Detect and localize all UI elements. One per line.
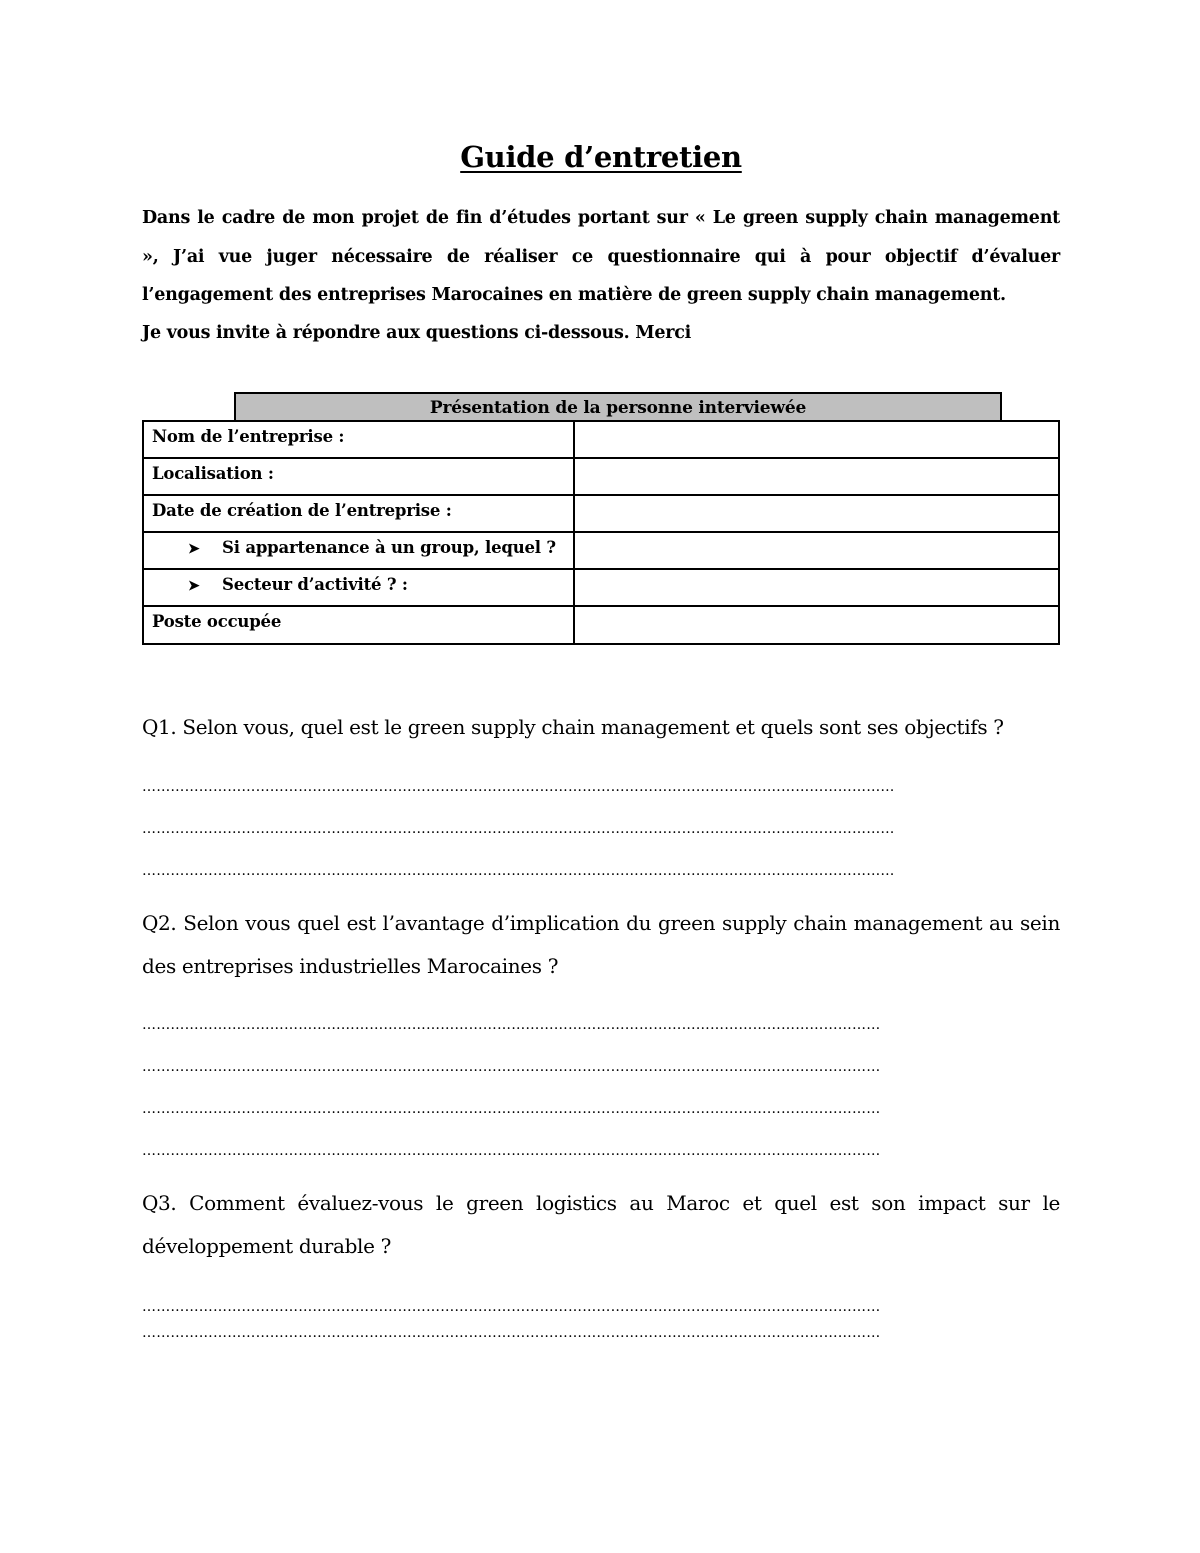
intro-text: Dans le cadre de mon projet de fin d’études portant sur « Le green supply chain management », J’ai vue juger nécessaire de réaliser ce questionnaire qui à pour objectif d’évaluer l’engagement des entreprises Marocaines en matière de green supply chain management. — [142, 208, 1060, 305]
answer-line[interactable]: ………………………………………………………………………………………………………………………………………… — [142, 1143, 881, 1159]
row-label-position: Poste occupée — [143, 606, 574, 644]
row-label-company-name: Nom de l’entreprise : — [143, 421, 574, 458]
row-label-sector-text: Secteur d’activité ? : — [222, 575, 408, 594]
question-q2-text: Q2. Selon vous quel est l’avantage d’implication du green supply chain management au sein des entreprises industrielles Marocaines ? — [142, 911, 1060, 978]
row-value-location[interactable] — [574, 458, 1059, 495]
question-q3 — [142, 1182, 1060, 1268]
row-label-group-text: Si appartenance à un group, lequel ? — [222, 538, 556, 557]
row-value-creation-date[interactable] — [574, 495, 1059, 532]
table-header: Présentation de la personne interviewée — [234, 392, 1002, 420]
intro-paragraph — [142, 199, 1060, 315]
answer-line[interactable]: ………………………………………………………………………………………………………………………………………… — [142, 1325, 881, 1341]
row-label-group — [143, 532, 574, 569]
answer-lines-q1[interactable] — [142, 766, 1060, 892]
answer-line[interactable]: ………………………………………………………………………………………………………………………………………… — [142, 1101, 881, 1117]
answer-line[interactable]: ………………………………………………………………………………………………………………………………………… — [142, 1059, 881, 1075]
row-value-sector[interactable] — [574, 569, 1059, 606]
document-title: Guide d’entretien — [460, 140, 742, 174]
interviewee-table — [142, 420, 1060, 645]
invite-text: Je vous invite à répondre aux questions ci-dessous. Merci — [142, 323, 692, 343]
arrowhead-bullet-icon: ➤ — [188, 541, 200, 557]
answer-line[interactable]: …………………………………………………………………………………………………………………………………………… — [142, 863, 895, 879]
question-q1 — [142, 706, 1060, 749]
row-value-position[interactable] — [574, 606, 1059, 644]
table-row — [143, 532, 1059, 569]
table-row — [143, 606, 1059, 644]
answer-lines-q3[interactable] — [142, 1294, 1047, 1346]
answer-line[interactable]: ………………………………………………………………………………………………………………………………………… — [142, 1017, 881, 1033]
answer-line[interactable]: ………………………………………………………………………………………………………………………………………… — [142, 1299, 881, 1315]
row-label-creation-date: Date de création de l’entreprise : — [143, 495, 574, 532]
question-q1-text: Q1. Selon vous, quel est le green supply chain management et quels sont ses objectifs ? — [142, 715, 1004, 739]
row-label-sector — [143, 569, 574, 606]
table-row — [143, 458, 1059, 495]
row-value-company-name[interactable] — [574, 421, 1059, 458]
table-row — [143, 495, 1059, 532]
table-row — [143, 569, 1059, 606]
arrowhead-bullet-icon: ➤ — [188, 578, 200, 594]
row-label-location: Localisation : — [143, 458, 574, 495]
question-q3-text: Q3. Comment évaluez-vous le green logistics au Maroc et quel est son impact sur le développement durable ? — [142, 1191, 1060, 1258]
row-value-group[interactable] — [574, 532, 1059, 569]
table-row — [143, 421, 1059, 458]
answer-line[interactable]: …………………………………………………………………………………………………………………………………………… — [142, 779, 895, 795]
question-q2 — [142, 902, 1060, 988]
answer-line[interactable]: …………………………………………………………………………………………………………………………………………… — [142, 821, 895, 837]
answer-lines-q2[interactable] — [142, 1004, 1047, 1172]
